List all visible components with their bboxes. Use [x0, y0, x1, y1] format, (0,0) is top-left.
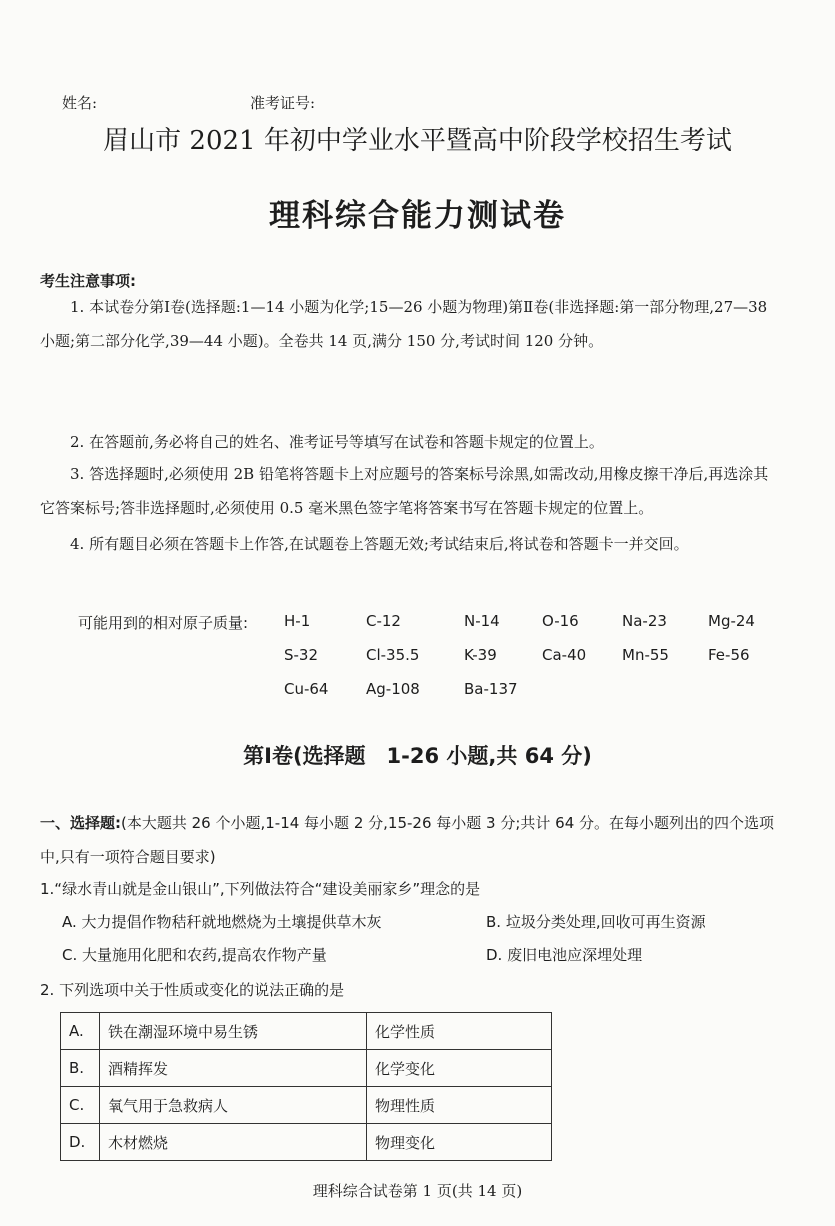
question-2-stem: 2. 下列选项中关于性质或变化的说法正确的是: [40, 981, 345, 999]
atomic-mass-value: N-14: [464, 612, 500, 630]
name-label: 姓名:: [62, 94, 98, 112]
atomic-mass-value: O-16: [542, 612, 579, 630]
atomic-mass-row-2: [78, 646, 778, 668]
exam-id-label: 准考证号:: [250, 94, 316, 112]
notice-heading: 考生注意事项:: [40, 272, 136, 290]
atomic-mass-value: Ba-137: [464, 680, 518, 698]
atomic-mass-value: Ca-40: [542, 646, 587, 664]
table-row: [61, 1087, 552, 1124]
atomic-mass-value: Cl-35.5: [366, 646, 420, 664]
question-2-table: [60, 1012, 552, 1161]
question-1-option-d: D. 废旧电池应深埋处理: [486, 946, 643, 964]
option-letter: B.: [61, 1050, 100, 1087]
option-type: 物理性质: [367, 1087, 552, 1124]
choice-part-description: (本大题共 26 个小题,1-14 每小题 2 分,15-26 每小题 3 分;共计 64 分。在每小题列出的四个选项中,只有一项符合题目要求): [40, 814, 775, 866]
page-footer: 理科综合试卷第 1 页(共 14 页): [312, 1182, 523, 1200]
option-type: 化学性质: [367, 1013, 552, 1050]
atomic-mass-value: Fe-56: [708, 646, 750, 664]
notice-item-1: 1. 本试卷分第Ⅰ卷(选择题:1—14 小题为化学;15—26 小题为物理)第Ⅱ卷(非选择题:第一部分物理,27—38 小题;第二部分化学,39—44 小题)。全卷共 14 页,满分 150 分,考试时间 120 分钟。: [40, 298, 768, 350]
atomic-mass-value: Mg-24: [708, 612, 755, 630]
atomic-mass-value: Cu-64: [284, 680, 329, 698]
question-1-option-c: C. 大量施用化肥和农药,提高农作物产量: [62, 946, 327, 964]
atomic-mass-value: H-1: [284, 612, 311, 630]
option-letter: A.: [61, 1013, 100, 1050]
question-1-option-b: B. 垃圾分类处理,回收可再生资源: [486, 913, 706, 931]
question-1-option-a: A. 大力提倡作物秸秆就地燃烧为土壤提供草木灰: [62, 913, 382, 931]
atomic-mass-row-3: [78, 680, 778, 702]
option-letter: C.: [61, 1087, 100, 1124]
paper-title: 理科综合能力测试卷: [269, 198, 566, 234]
table-row: [61, 1013, 552, 1050]
option-type: 化学变化: [367, 1050, 552, 1087]
option-item: 酒精挥发: [100, 1050, 367, 1087]
choice-part-label: 一、选择题:: [40, 814, 121, 832]
table-row: [61, 1124, 552, 1161]
option-item: 铁在潮湿环境中易生锈: [100, 1013, 367, 1050]
notice-item-2: 2. 在答题前,务必将自己的姓名、准考证号等填写在试卷和答题卡规定的位置上。: [70, 433, 604, 451]
atomic-mass-value: S-32: [284, 646, 319, 664]
atomic-mass-value: Mn-55: [622, 646, 669, 664]
option-letter: D.: [61, 1124, 100, 1161]
notice-item-3: 3. 答选择题时,必须使用 2B 铅笔将答题卡上对应题号的答案标号涂黑,如需改动,用橡皮擦干净后,再选涂其它答案标号;答非选择题时,必须使用 0.5 毫米黑色签字笔将答案书写在答题卡规定的位置上。: [40, 465, 769, 517]
table-row: [61, 1050, 552, 1087]
option-item: 氧气用于急救病人: [100, 1087, 367, 1124]
exam-title: 眉山市 2021 年初中学业水平暨高中阶段学校招生考试: [103, 126, 732, 156]
atomic-mass-row-1: [78, 612, 778, 634]
choice-part-intro: [40, 806, 780, 874]
question-1-stem: 1.“绿水青山就是金山银山”,下列做法符合“建设美丽家乡”理念的是: [40, 880, 481, 898]
atomic-mass-value: K-39: [464, 646, 497, 664]
section-heading: 第Ⅰ卷(选择题 1-26 小题,共 64 分): [243, 744, 592, 768]
option-type: 物理变化: [367, 1124, 552, 1161]
option-item: 木材燃烧: [100, 1124, 367, 1161]
atomic-mass-value: Na-23: [622, 612, 667, 630]
atomic-mass-value: C-12: [366, 612, 401, 630]
atomic-mass-value: Ag-108: [366, 680, 420, 698]
notice-item-4: 4. 所有题目必须在答题卡上作答,在试题卷上答题无效;考试结束后,将试卷和答题卡一并交回。: [70, 535, 689, 553]
atomic-mass-label: 可能用到的相对原子质量:: [78, 614, 249, 632]
